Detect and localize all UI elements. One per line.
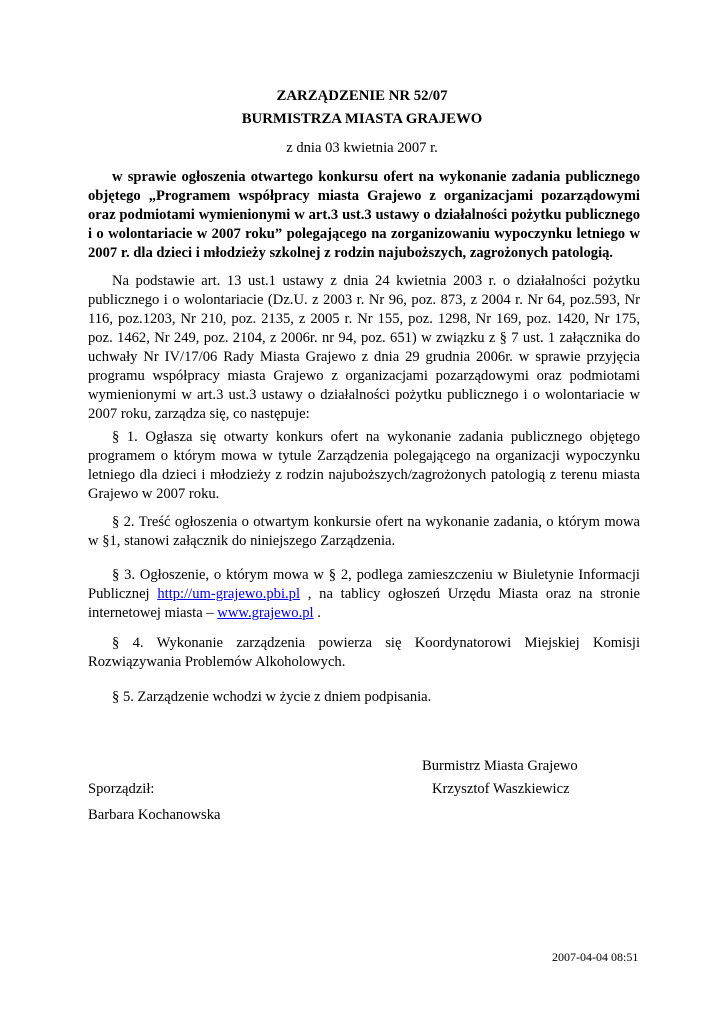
signature-name: Krzysztof Waszkiewicz [432, 781, 570, 797]
document-title: ZARZĄDZENIE NR 52/07 [276, 88, 448, 104]
prepared-by-label: Sporządził: [88, 781, 155, 797]
city-website-link[interactable]: www.grajewo.pl [217, 605, 314, 621]
section-3-text-1: § 3. Ogłoszenie, o którym mowa w § 2, podlega zamieszczeniu w Biuletynie Informacji Publicznej [88, 567, 640, 602]
section-2: § 2. Treść ogłoszenia o otwartym konkursie ofert na wykonanie zadania, o którym mowa w §1, stanowi załącznik do niniejszego Zarządzenia. [88, 514, 640, 549]
document-date: z dnia 03 kwietnia 2007 r. [286, 140, 438, 156]
section-5: § 5. Zarządzenie wchodzi w życie z dniem podpisania. [112, 689, 432, 705]
section-4: § 4. Wykonanie zarządzenia powierza się Koordynatorowi Miejskiej Komisji Rozwiązywania Problemów Alkoholowych. [88, 635, 640, 670]
bip-link[interactable]: http://um-grajewo.pbi.pl [157, 586, 301, 602]
section-1: § 1. Ogłasza się otwarty konkurs ofert na wykonanie zadania publicznego objętego programem o którym mowa w tytule Zarządzenia polegającego na organizacji wypoczynku letniego dla dzieci i młodzieży z rodzin najuboższych/zagrożonych patologią z terenu miasta Grajewo w 2007 roku. [88, 429, 640, 502]
legal-basis-paragraph: Na podstawie art. 13 ust.1 ustawy z dnia 24 kwietnia 2003 r. o działalności pożytku publicznego i o wolontariacie (Dz.U. z 2003 r. Nr 96, poz. 873, z 2004 r. Nr 64, poz.593, Nr 116, poz.1203, Nr 210, poz. 2135, z 2005 r. Nr 155, poz. 1298, Nr 169, poz. 1420, Nr 175, poz. 1462, Nr 249, poz. 2104, z 2006r. nr 94, poz. 651) w związku z § 7 ust. 1 załącznika do uchwały Nr IV/17/06 Rady Miasta Grajewo z dnia 29 grudnia 2006r. w sprawie przyjęcia programu współpracy miasta Grajewo z organizacjami pozarządowymi oraz podmiotami wymienionymi w art.3 ust.3 ustawy o działalności pożytku publicznego i o wolontariacie w 2007 roku, zarządza się, co następuje: [88, 273, 640, 422]
section-3-text-2: , na tablicy ogłoszeń Urzędu Miasta oraz na stronie internetowej miasta – [88, 586, 640, 621]
footer-timestamp: 2007-04-04 08:51 [552, 950, 639, 964]
section-3 [88, 566, 640, 623]
prepared-by-name: Barbara Kochanowska [88, 807, 221, 823]
section-3-text-3: . [313, 605, 321, 621]
document-subtitle: BURMISTRZA MIASTA GRAJEWO [241, 111, 483, 127]
signature-office: Burmistrz Miasta Grajewo [422, 758, 578, 774]
subject-paragraph: w sprawie ogłoszenia otwartego konkursu ofert na wykonanie zadania publicznego objętego „Programem współpracy miasta Grajewo z organizacjami pozarządowymi oraz podmiotami wymienionymi w art.3 ust.3 ustawy o działalności pożytku publicznego i o wolontariacie w 2007 roku” polegającego na zorganizowaniu wypoczynku letniego w 2007 r. dla dzieci i młodzieży szkolnej z rodzin najuboższych, zagrożonych patologią. [88, 169, 640, 261]
